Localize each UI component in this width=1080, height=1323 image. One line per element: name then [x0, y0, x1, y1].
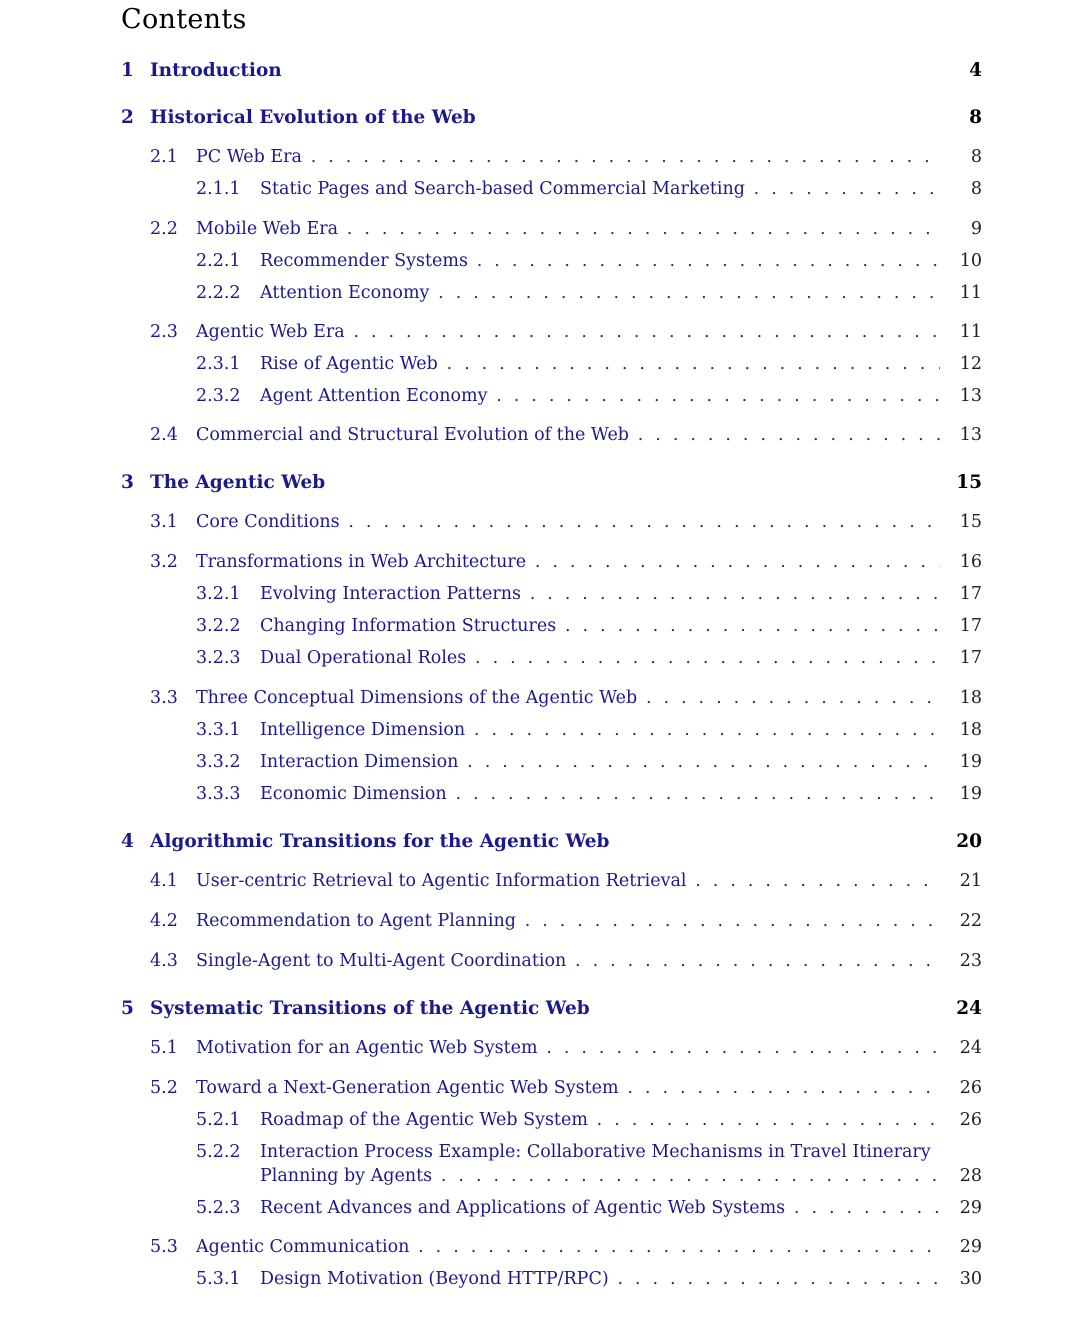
toc-entry-page: 22	[959, 911, 982, 931]
toc-entry-number: 2.3.1	[196, 354, 241, 374]
toc-entry-page: 30	[959, 1269, 982, 1289]
toc-entry-number: 3.2.2	[196, 616, 241, 636]
page-title: Contents	[121, 4, 247, 35]
toc-entry-page: 13	[959, 425, 982, 445]
toc-entry[interactable]	[0, 784, 1080, 810]
toc-entry-page: 15	[959, 512, 982, 532]
toc-entry-title: PC Web Era . . .	[196, 147, 940, 167]
toc-entry[interactable]	[0, 512, 1080, 538]
toc-entry-page: 12	[959, 354, 982, 374]
toc-entry[interactable]	[0, 147, 1080, 173]
toc-entry[interactable]	[0, 219, 1080, 245]
toc-entry-number: 2.4	[150, 425, 178, 445]
toc-entry[interactable]	[0, 616, 1080, 642]
toc-entry[interactable]	[0, 386, 1080, 412]
toc-entry-page: 19	[959, 784, 982, 804]
toc-entry[interactable]	[0, 107, 1080, 133]
toc-entry-page: 11	[959, 322, 982, 342]
toc-entry-title: User-centric Retrieval to Agentic Information Retrieval . . .	[196, 871, 940, 891]
toc-entry[interactable]	[0, 283, 1080, 309]
toc-entry-title: Agentic Web Era . . .	[196, 322, 940, 342]
toc-entry-title: Dual Operational Roles . . .	[260, 648, 940, 668]
toc-entry-number: 2.3	[150, 322, 178, 342]
toc-entry-page: 21	[959, 871, 982, 891]
toc-entry[interactable]	[0, 1078, 1080, 1104]
toc-entry-page: 24	[956, 998, 982, 1019]
toc-entry-page: 10	[959, 251, 982, 271]
toc-entry-page: 19	[959, 752, 982, 772]
toc-entry[interactable]	[0, 552, 1080, 578]
toc-entry-number: 2.1	[150, 147, 178, 167]
toc-entry-page: 17	[959, 616, 982, 636]
toc-entry-title: Design Motivation (Beyond HTTP/RPC) . . .	[260, 1269, 940, 1289]
toc-entry-number: 3.1	[150, 512, 178, 532]
toc-entry-number: 5.2.1	[196, 1110, 241, 1130]
toc-entry-title: Rise of Agentic Web . . .	[260, 354, 940, 374]
toc-entry-number: 3.2.1	[196, 584, 241, 604]
toc-entry-number: 3.2.3	[196, 648, 241, 668]
toc-entry-number: 2.2.2	[196, 283, 241, 303]
toc-entry-title: Introduction	[150, 60, 282, 81]
toc-entry[interactable]	[0, 322, 1080, 348]
toc-entry-page: 16	[959, 552, 982, 572]
toc-entry-title: Interaction Dimension . . .	[260, 752, 940, 772]
toc-entry-number: 5.2.2	[196, 1142, 241, 1162]
toc-entry-title: Three Conceptual Dimensions of the Agentic Web . . .	[196, 688, 940, 708]
toc-entry-page: 26	[959, 1078, 982, 1098]
toc-entry[interactable]	[0, 354, 1080, 380]
toc-entry-title: Recommender Systems . . .	[260, 251, 940, 271]
toc-entry-title: Recent Advances and Applications of Agentic Web Systems . . .	[260, 1198, 940, 1218]
toc-entry-number: 5.3.1	[196, 1269, 241, 1289]
toc-entry-page: 29	[959, 1237, 982, 1257]
toc-entry-page: 13	[959, 386, 982, 406]
toc-entry-number: 3.2	[150, 552, 178, 572]
toc-entry-title: Roadmap of the Agentic Web System . . .	[260, 1110, 940, 1130]
toc-entry-title: Algorithmic Transitions for the Agentic Web	[150, 831, 610, 852]
toc-entry-number: 5.1	[150, 1038, 178, 1058]
toc-entry-page: 26	[959, 1110, 982, 1130]
toc-entry-title: Historical Evolution of the Web	[150, 107, 476, 128]
toc-entry[interactable]	[0, 1110, 1080, 1136]
toc-entry[interactable]	[0, 1038, 1080, 1064]
toc-entry-number: 5.2.3	[196, 1198, 241, 1218]
toc-entry[interactable]	[0, 998, 1080, 1024]
toc-entry[interactable]	[0, 60, 1080, 86]
toc-entry[interactable]	[0, 472, 1080, 498]
toc-entry-page: 18	[959, 720, 982, 740]
toc-entry-number: 3	[121, 472, 134, 493]
toc-entry-number: 3.3.3	[196, 784, 241, 804]
toc-entry-page: 17	[959, 648, 982, 668]
toc-entry[interactable]	[0, 720, 1080, 746]
toc-entry[interactable]	[0, 1198, 1080, 1224]
toc-entry[interactable]	[0, 179, 1080, 205]
toc-entry-page: 11	[959, 283, 982, 303]
toc-entry-title: The Agentic Web	[150, 472, 326, 493]
toc-entry-number: 3.3.2	[196, 752, 241, 772]
toc-entry-title: Single-Agent to Multi-Agent Coordination . . .	[196, 951, 940, 971]
toc-entry-number: 2.1.1	[196, 179, 241, 199]
toc-entry-title: Toward a Next-Generation Agentic Web System . . .	[196, 1078, 940, 1098]
toc-entry-title-continued: Planning by Agents . . .	[260, 1166, 940, 1186]
toc-entry-title: Attention Economy . . .	[260, 283, 940, 303]
toc-entry-title: Transformations in Web Architecture . . .	[196, 552, 940, 572]
toc-entry[interactable]	[0, 251, 1080, 277]
toc-entry-title: Commercial and Structural Evolution of the Web . . .	[196, 425, 940, 445]
toc-entry-number: 4	[121, 831, 134, 852]
toc-entry-title: Agentic Communication . . .	[196, 1237, 940, 1257]
toc-entry-page: 4	[969, 60, 982, 81]
toc-entry[interactable]	[0, 752, 1080, 778]
toc-entry[interactable]	[0, 1142, 1080, 1194]
toc-entry-page: 8	[970, 147, 982, 167]
toc-entry-number: 1	[121, 60, 134, 81]
toc-entry-page: 24	[959, 1038, 982, 1058]
toc-entry-number: 4.2	[150, 911, 178, 931]
toc-entry-page: 8	[969, 107, 982, 128]
toc-entry-number: 2.2.1	[196, 251, 241, 271]
toc-entry-number: 3.3	[150, 688, 178, 708]
toc-entry-page: 17	[959, 584, 982, 604]
toc-entry-number: 5.3	[150, 1237, 178, 1257]
toc-entry-page: 8	[970, 179, 982, 199]
toc-entry[interactable]	[0, 911, 1080, 937]
toc-entry[interactable]	[0, 1237, 1080, 1263]
toc-entry-title: Motivation for an Agentic Web System . . .	[196, 1038, 940, 1058]
toc-entry-title: Intelligence Dimension . . .	[260, 720, 940, 740]
toc-entry-page: 20	[956, 831, 982, 852]
toc-entry-page: 23	[959, 951, 982, 971]
toc-entry-title: Evolving Interaction Patterns . . .	[260, 584, 940, 604]
toc-entry-page: 18	[959, 688, 982, 708]
toc-entry-title: Systematic Transitions of the Agentic Web	[150, 998, 590, 1019]
toc-entry-title: Core Conditions . . .	[196, 512, 940, 532]
toc-entry-page: 9	[970, 219, 982, 239]
toc-entry-title: Interaction Process Example: Collaborative Mechanisms in Travel Itinerary	[260, 1142, 931, 1162]
toc-entry-title: Changing Information Structures . . .	[260, 616, 940, 636]
toc-entry-number: 4.3	[150, 951, 178, 971]
toc-entry[interactable]	[0, 871, 1080, 897]
toc-entry[interactable]	[0, 951, 1080, 977]
toc-entry-page: 29	[959, 1198, 982, 1218]
toc-entry[interactable]	[0, 831, 1080, 857]
toc-entry[interactable]	[0, 584, 1080, 610]
toc-entry-number: 5.2	[150, 1078, 178, 1098]
toc-entry-title: Static Pages and Search-based Commercial Marketing . . .	[260, 179, 940, 199]
toc-entry-page: 28	[959, 1166, 982, 1186]
toc-entry-number: 2.3.2	[196, 386, 241, 406]
toc-entry-title: Mobile Web Era . . .	[196, 219, 940, 239]
toc-entry[interactable]	[0, 425, 1080, 451]
toc-entry-title: Recommendation to Agent Planning . . .	[196, 911, 940, 931]
toc-entry[interactable]	[0, 1269, 1080, 1295]
toc-entry-number: 2	[121, 107, 134, 128]
toc-entry-page: 15	[956, 472, 982, 493]
toc-entry[interactable]	[0, 648, 1080, 674]
toc-entry-number: 3.3.1	[196, 720, 241, 740]
toc-entry-number: 4.1	[150, 871, 178, 891]
toc-entry-title: Agent Attention Economy . . .	[260, 386, 940, 406]
toc-entry-number: 2.2	[150, 219, 178, 239]
toc-entry-title: Economic Dimension . . .	[260, 784, 940, 804]
toc-entry-number: 5	[121, 998, 134, 1019]
toc-entry[interactable]	[0, 688, 1080, 714]
